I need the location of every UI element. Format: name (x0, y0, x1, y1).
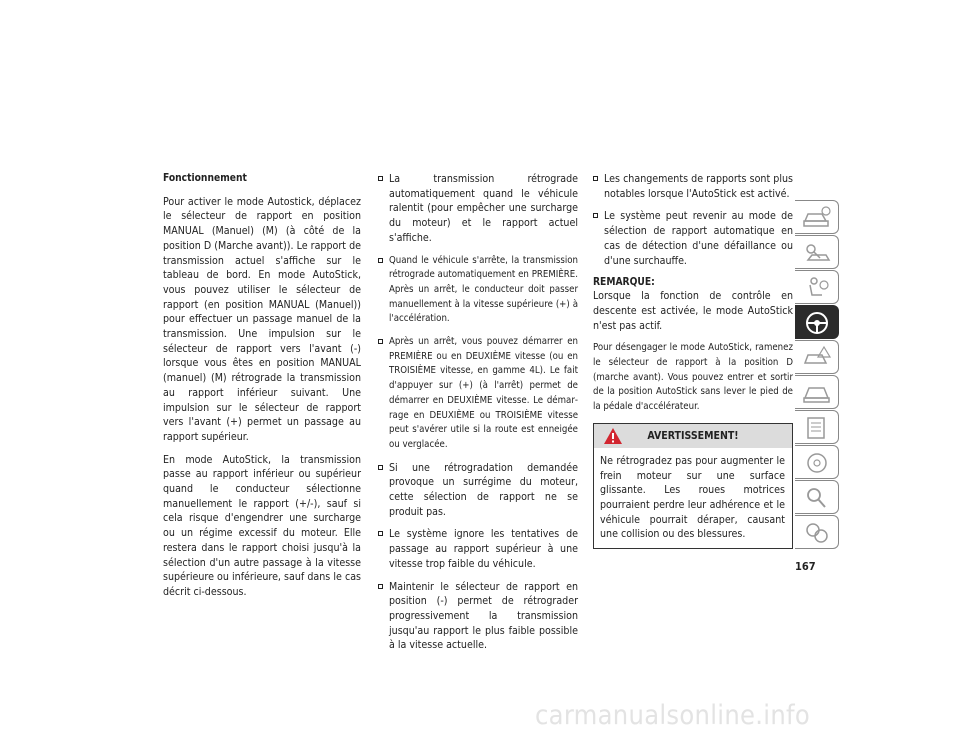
tab-index[interactable] (795, 480, 839, 514)
tab-servicing[interactable] (795, 375, 839, 409)
square-bullet-icon (378, 465, 383, 470)
list-item: Les changements de rapports sont plus notables lorsque l'AutoStick est activé. (593, 172, 793, 201)
list-item: Le système peut revenir au mode de sélection de rapport automatique en cas de détection d'une défaillance ou d'une surchauffe. (593, 209, 793, 268)
tab-multimedia[interactable] (795, 445, 839, 479)
paragraph-autostick-mode: En mode AutoStick, la transmission passe au rapport inférieur ou supérieur quand le conducteur sélectionne manuellement le rapport (+/-), sauf si cela risque d'engendrer une surcharge ou un régime excessif du moteur. Elle restera dans le rapport choisi jusqu'à la sélection d'un autre passage à la vitesse supérieure ou inférieure, sauf dans le cas décrit ci-dessous. (163, 453, 361, 598)
tab-getting-to-know[interactable] (795, 235, 839, 269)
square-bullet-icon (593, 176, 598, 181)
airbag-seat-icon (802, 275, 832, 301)
warning-title: AVERTISSEMENT! (647, 429, 739, 442)
warning-text: Ne rétrogradez pas pour augmenter le frein moteur sur une surface glissante. Les roues motrices pourraient perdre leur adhérence et le véhicule pourrait déraper, causant une collision ou des blessures. (600, 454, 785, 541)
column-left (163, 172, 361, 608)
language-icon (802, 520, 832, 546)
tab-safety[interactable] (795, 270, 839, 304)
tab-introduction[interactable] (795, 200, 839, 234)
car-keys-icon (802, 240, 832, 266)
section-heading: Fonctionnement (163, 173, 247, 184)
warning-triangle-icon (604, 428, 622, 444)
bullet-list-right (593, 172, 793, 268)
square-bullet-icon (378, 531, 383, 536)
square-bullet-icon (593, 213, 598, 218)
tab-emergency[interactable] (795, 340, 839, 374)
list-item: Si une rétrogradation demandée provoque un surrégime du moteur, cette sélection de rapport ne se produit pas. (378, 461, 578, 520)
car-service-icon (802, 380, 832, 406)
square-bullet-icon (378, 176, 383, 181)
list-item: Maintenir le sélecteur de rapport en position (-) permet de rétrograder progressivement la transmission jusqu'au rapport le plus faible possible à la vitesse actuelle. (378, 580, 578, 654)
steering-wheel-icon (802, 310, 832, 336)
multimedia-icon (802, 450, 832, 476)
square-bullet-icon (378, 339, 383, 344)
car-info-icon (802, 205, 832, 231)
page-number: 167 (795, 560, 816, 573)
chapter-tabs (795, 200, 841, 545)
list-item: La transmission rétrograde automatiquement quand le véhicule ralentit (pour empêcher une surcharge du moteur) et le rapport actuel s'affiche. (378, 172, 578, 246)
list-item: Quand le véhicule s'arrête, la transmission rétrograde automatiquement en PREMIÈRE. Après un arrêt, le conducteur doit passer manuellement à la vitesse supérieure (+) à l'accélération. (378, 254, 578, 328)
paragraph-activation: Pour activer le mode Autostick, déplacez le sélecteur de rapport en position MANUAL (Manuel) (M) (à côté de la position D (Marche avant)). Le rapport de transmission actuel s'affiche sur le tableau de bord. En mode AutoStick, vous pouvez utiliser le sélecteur de rapport (en position MANUAL (Manuel)) pour effectuer un passage manuel de la transmission. Une impulsion sur le sélecteur de rapport vers l'avant (-) lorsque vous êtes en position MANUAL (manuel) (M) rétrograde la transmission au rapport inférieur suivant. Une impulsion sur le sélecteur de rapport vers l'avant (+) permet un passage au rapport supérieur. (163, 195, 361, 443)
warning-header (594, 424, 792, 448)
bullet-list-middle (378, 172, 578, 653)
remark-title: REMARQUE: (593, 277, 655, 289)
column-right (593, 172, 793, 549)
tab-specifications[interactable] (795, 410, 839, 444)
list-item: Après un arrêt, vous pouvez démarrer en PREMIÈRE ou en DEUXIÈME vitesse (ou en TROISIÈME vitesse, en gamme 4L). Le fait d'appuyer sur (+) (à l'arrêt) permet de démarrer en DEUXIÈME vitesse. Le démarrage en DEUXIÈME ou TROISIÈME vitesse peut s'avérer utile si la route est enneigée ou verglacée. (378, 335, 578, 453)
watermark: carmanualsonline.info (535, 700, 811, 731)
search-index-icon (802, 485, 832, 511)
square-bullet-icon (378, 584, 383, 589)
square-bullet-icon (378, 258, 383, 263)
paragraph-disengage: Pour désengager le mode AutoStick, ramenez le sélecteur de rapport à la position D (marche avant). Vous pouvez entrer et sortir de la position AutoStick sans lever le pied de la pédale d'accélérateur. (593, 342, 793, 413)
maintenance-list-icon (802, 415, 832, 441)
tab-starting-operating[interactable] (795, 305, 839, 339)
car-warning-icon (802, 345, 832, 371)
list-item: Le système ignore les tentatives de passage au rapport supérieur à une vitesse trop faible du véhicule. (378, 527, 578, 571)
column-middle (378, 172, 578, 661)
warning-box (593, 423, 793, 549)
remark-text: Lorsque la fonction de contrôle en descente est activée, le mode AutoStick n'est pas actif. (593, 290, 793, 332)
tab-languages[interactable] (795, 515, 839, 549)
